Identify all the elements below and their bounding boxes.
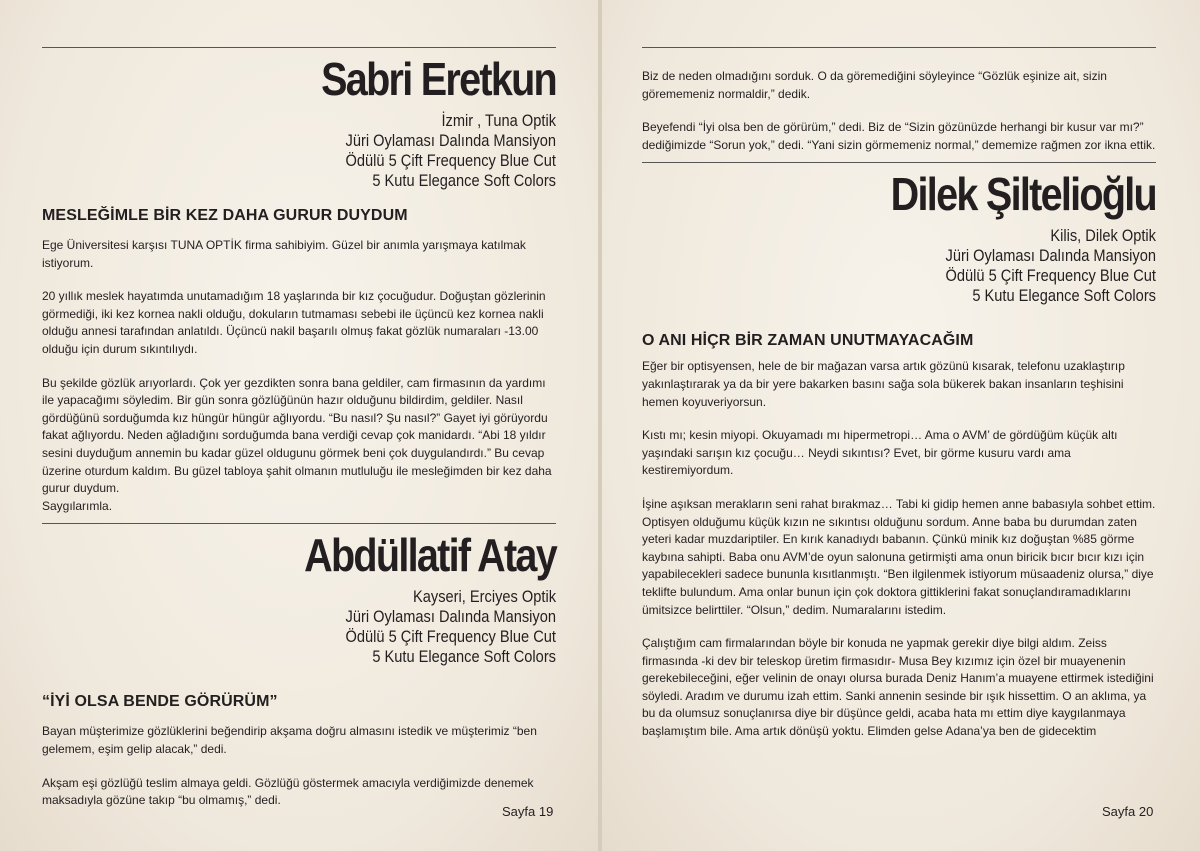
story-heading: MESLEĞİMLE BİR KEZ DAHA GURUR DUYDUM xyxy=(42,207,408,224)
person-name: Sabri Eretkun xyxy=(321,53,556,105)
page-number: Sayfa 19 xyxy=(502,804,554,819)
story-heading: “İYİ OLSA BENDE GÖRÜRÜM” xyxy=(42,693,278,711)
divider-rule xyxy=(42,47,556,48)
prize-line-1: Ödülü 5 Çift Frequency Blue Cut xyxy=(945,266,1156,286)
prize-line-2: 5 Kutu Elegance Soft Colors xyxy=(372,171,556,190)
divider-rule xyxy=(42,523,556,524)
divider-rule xyxy=(642,162,1156,163)
divider-rule xyxy=(642,47,1156,48)
page-number: Sayfa 20 xyxy=(1102,804,1154,819)
prize-line-1: Ödülü 5 Çift Frequency Blue Cut xyxy=(345,151,556,170)
prize-line-2: 5 Kutu Elegance Soft Colors xyxy=(972,286,1156,306)
paragraph: Beyefendi “İyi olsa ben de görürüm,” dedi. Biz de “Sizin gözünüzde herhangi bir kusur var mı?” dediğimizde “Sorun yok,” dedi. “Yani sizin görmemeniz normal,” dememize rağmen zor ikna ettik. xyxy=(642,120,1156,152)
story-heading: O ANI HİÇR BİR ZAMAN UNUTMAYACAĞIM xyxy=(642,332,974,350)
prize-line-1: Ödülü 5 Çift Frequency Blue Cut xyxy=(345,627,556,647)
prize-line-2: 5 Kutu Elegance Soft Colors xyxy=(372,647,556,667)
award-title: Jüri Oylaması Dalında Mansiyon xyxy=(345,131,556,150)
right-column xyxy=(642,47,1156,741)
right-page xyxy=(602,0,1200,851)
award-title: Jüri Oylaması Dalında Mansiyon xyxy=(345,607,556,627)
paragraph: Eğer bir optisyensen, hele de bir mağazan varsa artık gözünü kısarak, telefonu uzaklaştırıp yakınlaştırarak ya da bir yere bakarken basını sağa sola bükerek bakan insanların teşhisini hemen koyuveriyorsun. xyxy=(642,359,1125,409)
person-location: Kayseri, Erciyes Optik xyxy=(413,587,556,607)
paragraph: Ege Üniversitesi karşısı TUNA OPTİK firma sahibiyim. Güzel bir anımla yarışmaya katılmak istiyorum. xyxy=(42,238,526,270)
paragraph: Kıstı mı; kesin miyopi. Okuyamadı mı hipermetropi… Ama o AVM’ de gördüğüm küçük altı yaşındaki sarışın kız çocuğu… Neydi sıkıntısı? Evet, bir görme kusuru vardı ama kestiremiyordum. xyxy=(642,428,1118,478)
paragraph: Bayan müşterimize gözlüklerini beğendirip akşama doğru almasını istedik ve müşterimiz “ben gelemem, eşim gelip alacak,” dedi. xyxy=(42,724,537,756)
paragraph: İşine aşıksan merakların seni rahat bırakmaz… Tabi ki gidip hemen anne babasıyla sohbet ettim. Optisyen olduğumu küçük kızın ne sıkıntısı olduğunu sordum. Anne baba bu durumdan zaten yeteri kadar muzdariptiler. En kırık kanadıydı babanın. Çünkü minik kız doğuştan %85 görme kaybına sahipti. Baba onu AVM’de oyun salonuna getirmişti ama onun biricik bıcır bıcır kızı için yapabilecekleri sadece bununla kısıtlanmıştı. “Ben ilgilenmek istiyorum müsaadeniz olursa,” diye teklifte bulundum. Ama onlar bunun için çok doktora gittiklerini fakat sonuçlandıramadıklarını ümitsizce belirttiler. “Olsun,” dedim. Numaralarını istedim. xyxy=(642,496,1156,617)
paragraph: 20 yıllık meslek hayatımda unutamadığım 18 yaşlarında bir kız çocuğudur. Doğuştan gözlerinin görmediği, iki kez kornea nakli olduğu, dokuların tutmaması sebebi ile üçüncü kez kornea nakli olduğu annesi tarafından anlatıldı. Üçüncü nakil başarılı olmuş fakat gözlük numaraları -13.00 olduğu için durum sıkıntılıydı. xyxy=(42,289,546,356)
person-name: Abdüllatif Atay xyxy=(304,529,556,582)
left-page xyxy=(0,0,598,851)
person-name: Dilek Şiltelioğlu xyxy=(890,168,1156,221)
closing-line: Saygılarımla. xyxy=(42,498,113,513)
paragraph: Bu şekilde gözlük arıyorlardı. Çok yer gezdikten sonra bana geldiler, cam firmasının da yardımı ile yapacağımı söyledim. Bir gün sonra gözlüğünün hazır olduğunu bildirdim, geldiler. Nasıl gördüğünü sorduğumda kız hüngür hüngür ağlıyordu. “Bu nasıl? Şu nasıl?” Gayet iyi görüyordu fakat ağlıyordu. Neden ağladığını sorduğumda bana verdiği cevap çok manidardı. “Abi 18 yıldır sesini duyduğum annemin bu kadar güzel oldugunu görmek beni çok duygulandırdı.” Bu cevap üzerine oturdum kaldım. Bu güzel tabloya şahit olmanın mutluluğu ile mesleğimden bir kez daha gurur duydum. xyxy=(42,375,552,496)
left-column xyxy=(42,47,556,810)
person-location: Kilis, Dilek Optik xyxy=(1050,226,1156,246)
paragraph: Çalıştığım cam firmalarından böyle bir konuda ne yapmak gerekir diye bilgi aldım. Zeiss firmasında -ki dev bir teleskop üretim firmasıdır- Musa Bey kızımız için özel bir muayenenin gerekebileceğini, eğer velinin de onayı olursa burada Deniz Hanım’a muayene ettirmek istediğini söyledi. Aradım ve durumu izah ettim. Sanki annenin sesinde bir ışık hissettim. O an aklıma, ya bu da olumsuz sonuçlanırsa diye bir düşünce geldi, acaba hata mı ettim diye kaygılanmaya başlamıştım bile. Ama artık dönüşü yoktu. Elimden gelse Adana’ya ben de gidecektim xyxy=(642,636,1154,739)
paragraph: Biz de neden olmadığını sorduk. O da göremediğini söyleyince “Gözlük eşinize ait, sizin görememeniz normaldir,” dedik. xyxy=(642,69,1107,101)
paragraph: Akşam eşi gözlüğü teslim almaya geldi. Gözlüğü göstermek amacıyla verdiğimizde denemek maksadıyla gözüne takıp “bu olmamış,” dedi. xyxy=(42,775,534,808)
person-location: İzmir , Tuna Optik xyxy=(441,111,556,130)
award-title: Jüri Oylaması Dalında Mansiyon xyxy=(945,246,1156,266)
